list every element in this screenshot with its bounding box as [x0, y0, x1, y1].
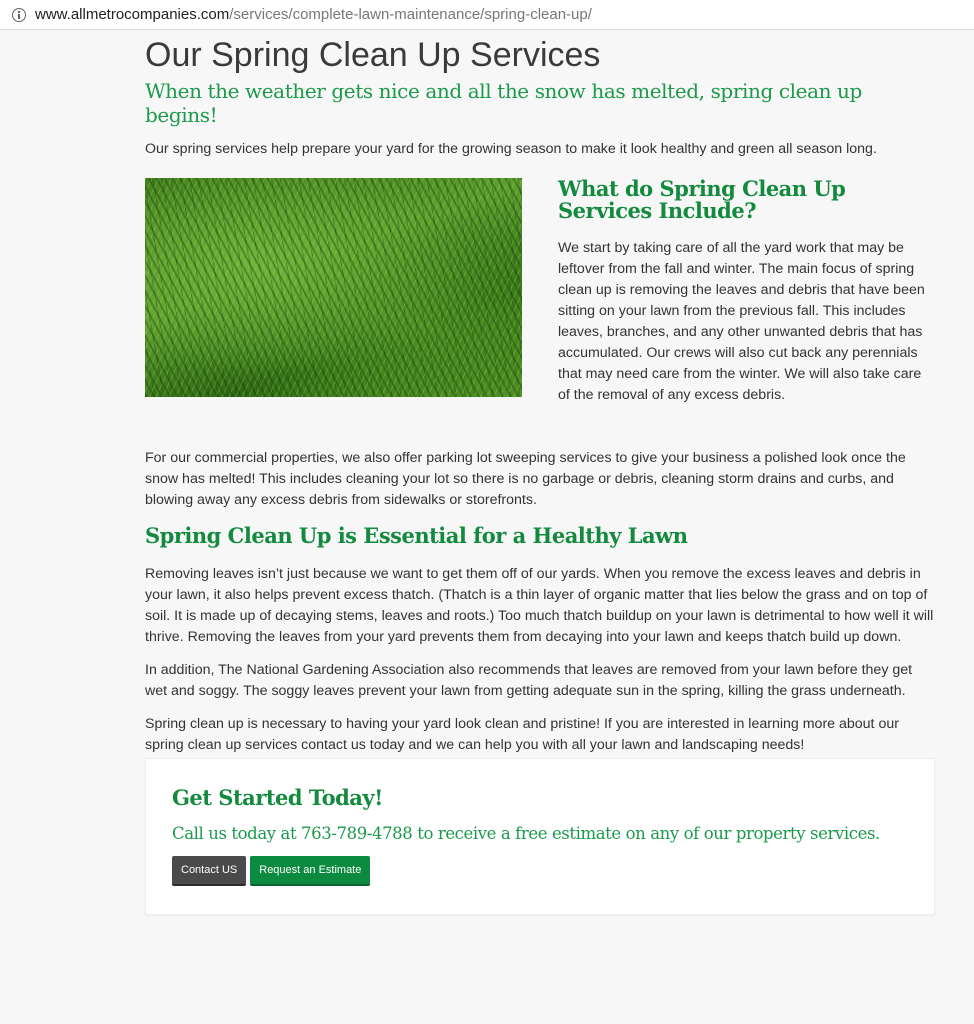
cta-heading: Get Started Today!: [172, 785, 383, 810]
essential-paragraph-1: Removing leaves isn’t just because we want to get them off of our yards. When you remove the excess leaves and debris in your lawn, it also helps prevent excess thatch. (Thatch is a thin layer of organic matter that lies below the grass and on top of soil. It is made up of decaying stems, leaves and roots.) Too much thatch buildup on your lawn is detrimental to how well it will thrive. Removing the leaves from your yard prevents them from decaying into your lawn and keeps thatch build up down.: [145, 566, 934, 645]
essential-paragraph-2: In addition, The National Gardening Association also recommends that leaves are removed from your lawn before they get wet and soggy. The soggy leaves prevent your lawn from getting adequate sun in the spring, killing the grass underneath.: [145, 662, 913, 699]
grass-image: [145, 178, 522, 397]
browser-address-bar[interactable]: [0, 0, 974, 30]
url-path: /services/complete-lawn-maintenance/spring-clean-up/: [229, 6, 592, 23]
commercial-paragraph: For our commercial properties, we also offer parking lot sweeping services to give your business a polished look once the snow has melted! This includes cleaning your lot so there is no garbage or debris, cleaning storm drains and curbs, and blowing away any excess debris from sidewalks or storefronts.: [145, 450, 906, 508]
info-icon[interactable]: [12, 8, 26, 22]
page-subtitle: When the weather gets nice and all the snow has melted, spring clean up begins!: [145, 79, 862, 127]
essential-heading: Spring Clean Up is Essential for a Healthy Lawn: [145, 523, 688, 548]
page-title: Our Spring Clean Up Services: [145, 36, 601, 74]
url-host: www.allmetrocompanies.com: [35, 6, 230, 23]
url-text[interactable]: [35, 6, 592, 23]
cta-subtext: Call us today at 763-789-4788 to receive a free estimate on any of our property services.: [172, 824, 880, 843]
include-column: [558, 178, 935, 406]
include-section: [145, 178, 935, 418]
get-started-box: [145, 758, 935, 915]
cta-buttons: [172, 856, 908, 886]
include-heading: What do Spring Clean Up Services Include?: [558, 176, 846, 223]
include-paragraph: We start by taking care of all the yard work that may be leftover from the fall and winter. The main focus of spring clean up is removing the leaves and debris that have been sitting on your lawn from the previous fall. This includes leaves, branches, and any other unwanted debris that has accumulated. Our crews will also cut back any perennials that may need care from the winter. We will also take care of the removal of any excess debris.: [558, 240, 925, 403]
main-content: [145, 30, 935, 756]
contact-us-button[interactable]: Contact US: [172, 856, 246, 886]
intro-paragraph: Our spring services help prepare your yard for the growing season to make it look healthy and green all season long.: [145, 141, 877, 157]
request-estimate-button[interactable]: Request an Estimate: [250, 856, 370, 886]
essential-paragraph-3: Spring clean up is necessary to having your yard look clean and pristine! If you are interested in learning more about our spring clean up services contact us today and we can help you with all your lawn and landscaping needs!: [145, 716, 899, 753]
